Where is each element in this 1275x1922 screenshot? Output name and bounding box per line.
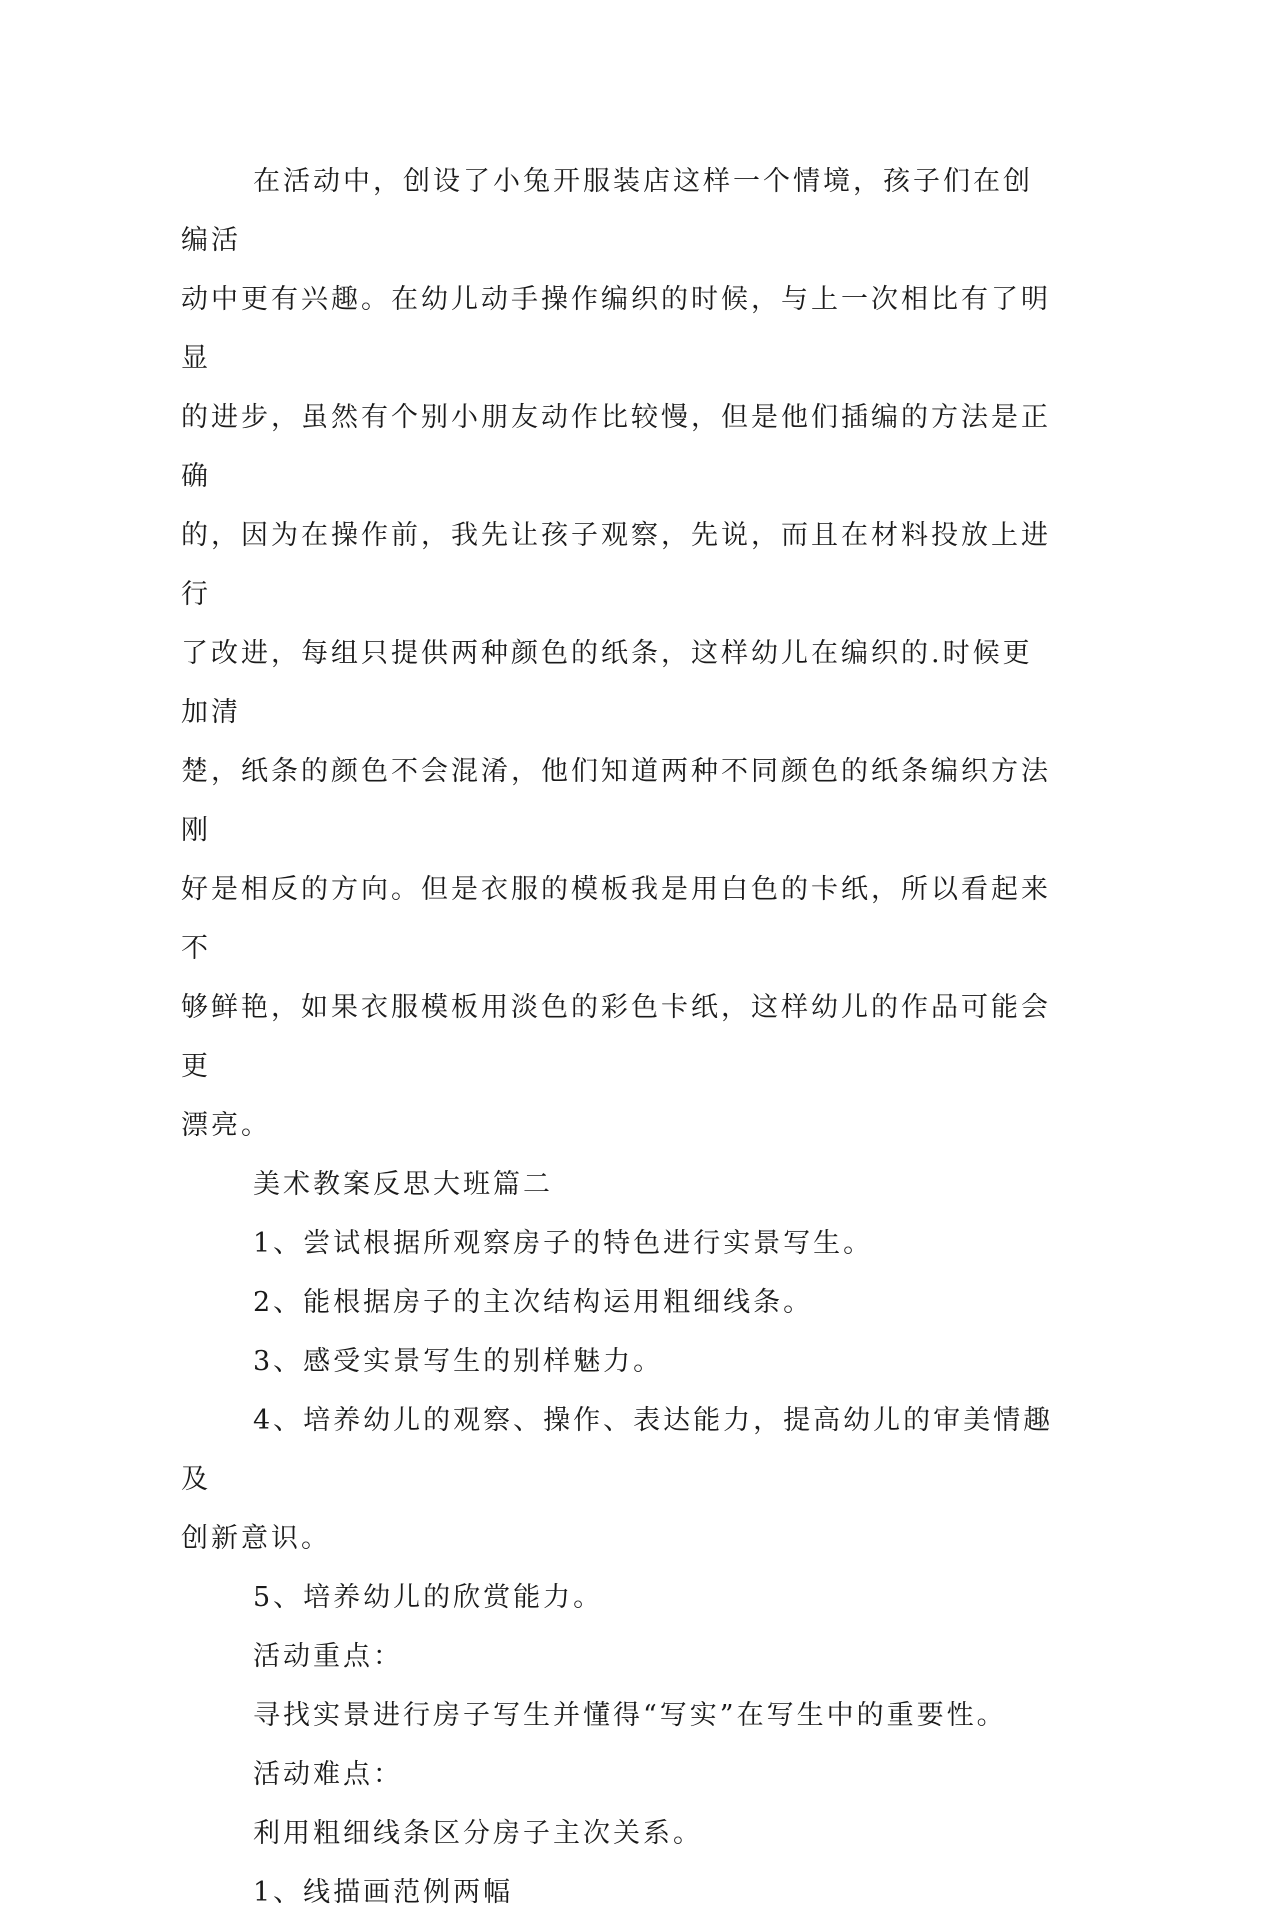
text-line: 的进步，虽然有个别小朋友动作比较慢，但是他们插编的方法是正确 xyxy=(181,402,1051,492)
text-line: 了改进，每组只提供两种颜色的纸条，这样幼儿在编织的.时候更加清 xyxy=(181,638,1033,728)
text-line: 的，因为在操作前，我先让孩子观察，先说，而且在材料投放上进行 xyxy=(181,520,1051,610)
text-line: 在活动中，创设了小兔开服装店这样一个情境，孩子们在创编活 xyxy=(181,166,1033,256)
text-line: 楚，纸条的颜色不会混淆，他们知道两种不同颜色的纸条编织方法刚 xyxy=(181,756,1051,846)
text-line: 动中更有兴趣。在幼儿动手操作编织的时候，与上一次相比有了明显 xyxy=(181,284,1051,374)
text-line: 3、感受实景写生的别样魅力。 xyxy=(253,1346,664,1377)
text-line: 2、能根据房子的主次结构运用粗细线条。 xyxy=(253,1287,814,1318)
text-line: 活动重点： xyxy=(253,1641,403,1672)
paragraph-reflection xyxy=(181,152,1061,1155)
goal-item-4 xyxy=(181,1391,1061,1568)
key-point-label xyxy=(181,1627,1061,1686)
goal-item-2 xyxy=(181,1273,1061,1332)
document-body xyxy=(181,152,1061,1922)
difficulty-text xyxy=(181,1804,1061,1863)
difficulty-label xyxy=(181,1745,1061,1804)
key-point-text xyxy=(181,1686,1061,1745)
text-line: 活动难点： xyxy=(253,1759,403,1790)
section-heading xyxy=(181,1155,1061,1214)
text-line: 漂亮。 xyxy=(181,1110,271,1141)
goal-item-3 xyxy=(181,1332,1061,1391)
text-line: 利用粗细线条区分房子主次关系。 xyxy=(253,1818,703,1849)
goal-item-5 xyxy=(181,1568,1061,1627)
text-line: 创新意识。 xyxy=(181,1523,331,1554)
text-line: 5、培养幼儿的欣赏能力。 xyxy=(253,1582,604,1613)
material-item-1 xyxy=(181,1863,1061,1922)
text-line: 1、线描画范例两幅 xyxy=(253,1877,514,1908)
text-line: 寻找实景进行房子写生并懂得“写实”在写生中的重要性。 xyxy=(253,1700,1007,1731)
text-line: 4、培养幼儿的观察、操作、表达能力，提高幼儿的审美情趣及 xyxy=(181,1405,1054,1495)
text-line: 好是相反的方向。但是衣服的模板我是用白色的卡纸，所以看起来不 xyxy=(181,874,1051,964)
text-line: 1、尝试根据所观察房子的特色进行实景写生。 xyxy=(253,1228,874,1259)
section-title: 美术教案反思大班篇二 xyxy=(253,1169,553,1200)
text-line: 够鲜艳，如果衣服模板用淡色的彩色卡纸，这样幼儿的作品可能会更 xyxy=(181,992,1051,1082)
goal-item-1 xyxy=(181,1214,1061,1273)
